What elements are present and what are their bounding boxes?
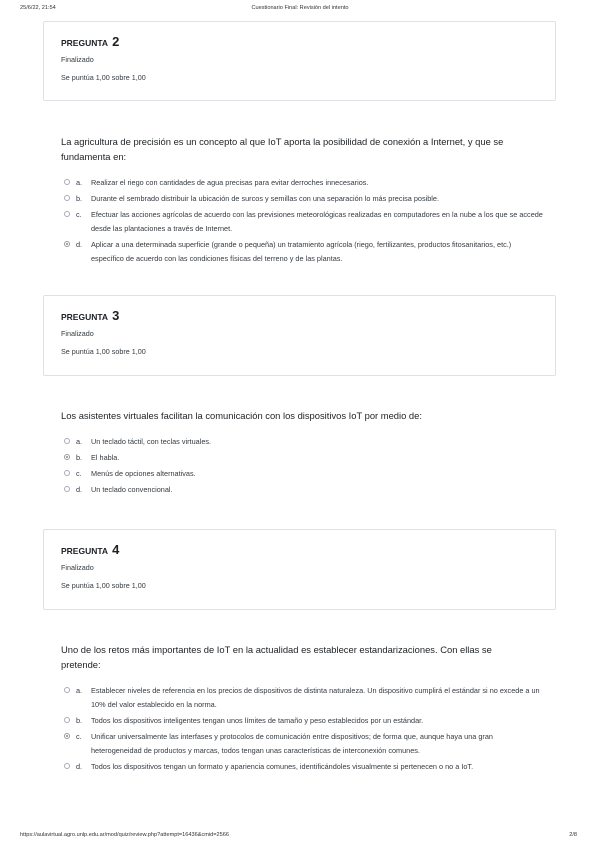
radio-button-icon[interactable]	[64, 717, 70, 723]
radio-button-icon[interactable]	[64, 486, 70, 492]
answer-option[interactable]	[64, 714, 544, 728]
question-text-3: Los asistentes virtuales facilitan la comunicación con los dispositivos IoT por medio de:	[61, 410, 422, 421]
question-title	[61, 308, 119, 323]
answer-option[interactable]	[64, 176, 544, 190]
radio-button-selected-icon[interactable]	[64, 241, 70, 247]
option-text: Durante el sembrado distribuir la ubicación de surcos y semillas con una separación lo más precisa posible.	[91, 194, 439, 203]
print-page-title: Cuestionario Final: Revisión del intento	[251, 5, 349, 11]
question-number: 3	[112, 308, 120, 323]
question-state: Finalizado	[61, 563, 94, 572]
radio-button-icon[interactable]	[64, 438, 70, 444]
answer-option[interactable]	[64, 208, 544, 236]
option-text: Un teclado táctil, con teclas virtuales.	[91, 437, 212, 446]
answer-option[interactable]	[64, 435, 544, 449]
option-letter: d.	[76, 762, 83, 771]
question-label: PREGUNTA	[61, 312, 108, 322]
question-title	[61, 34, 119, 49]
option-letter: d.	[76, 240, 83, 249]
answer-list-4	[64, 684, 544, 776]
question-label: PREGUNTA	[61, 546, 108, 556]
answer-option[interactable]	[64, 467, 544, 481]
question-text-2: La agricultura de precisión es un concepto al que IoT aporta la posibilidad de conexión a Internet, y que se fundamenta en:	[61, 136, 504, 162]
question-number: 4	[112, 542, 120, 557]
radio-button-icon[interactable]	[64, 470, 70, 476]
option-text: Un teclado convencional.	[91, 485, 173, 494]
question-title	[61, 542, 119, 557]
option-letter: b.	[76, 453, 83, 462]
answer-option[interactable]	[64, 192, 544, 206]
question-state: Finalizado	[61, 329, 94, 338]
answer-option[interactable]	[64, 238, 544, 266]
radio-button-icon[interactable]	[64, 179, 70, 185]
question-number: 2	[112, 34, 120, 49]
option-letter: b.	[76, 716, 83, 725]
option-text: Establecer niveles de referencia en los precios de dispositivos de distinta naturaleza. Un dispositivo cumplirá el estándar si no excede a un 10% del valor establecido en la norma.	[91, 686, 540, 709]
question-grade: Se puntúa 1,00 sobre 1,00	[61, 347, 146, 356]
option-text: El habla.	[91, 453, 120, 462]
answer-list-3	[64, 435, 544, 499]
answer-option[interactable]	[64, 684, 544, 712]
question-grade: Se puntúa 1,00 sobre 1,00	[61, 73, 146, 82]
answer-option[interactable]	[64, 451, 544, 465]
option-text: Todos los dispositivos inteligentes tengan unos límites de tamaño y peso establecidos por un estándar.	[91, 716, 424, 725]
option-letter: a.	[76, 437, 83, 446]
radio-button-icon[interactable]	[64, 763, 70, 769]
answer-option[interactable]	[64, 730, 544, 758]
option-letter: a.	[76, 178, 83, 187]
question-info-card-3	[43, 295, 556, 376]
radio-button-selected-icon[interactable]	[64, 454, 70, 460]
option-letter: a.	[76, 686, 83, 695]
option-text: Unificar universalmente las interfases y protocolos de comunicación entre dispositivos; de forma que, aunque haya una gran heterogeneidad de productos y marcas, todos tengan unas características de interconexión comunes.	[91, 732, 493, 755]
question-grade: Se puntúa 1,00 sobre 1,00	[61, 581, 146, 590]
question-info-card-2	[43, 21, 556, 101]
radio-button-icon[interactable]	[64, 211, 70, 217]
question-text-4: Uno de los retos más importantes de IoT en la actualidad es establecer estandarizaciones. Con ellas se pretende:	[61, 644, 492, 670]
question-info-card-4	[43, 529, 556, 610]
answer-option[interactable]	[64, 483, 544, 497]
radio-button-icon[interactable]	[64, 195, 70, 201]
option-letter: c.	[76, 732, 82, 741]
question-state: Finalizado	[61, 55, 94, 64]
answer-list-2	[64, 176, 544, 268]
print-url: https://aulavirtual.agro.unlp.edu.ar/mod/quiz/review.php?attempt=16436&cmid=2566	[20, 832, 229, 838]
radio-button-icon[interactable]	[64, 687, 70, 693]
radio-button-selected-icon[interactable]	[64, 733, 70, 739]
question-label: PREGUNTA	[61, 38, 108, 48]
option-text: Efectuar las acciones agrícolas de acuerdo con las previsiones meteorológicas realizadas en computadores en la nube a los que se accede desde las plantaciones a través de Internet.	[91, 210, 543, 233]
option-letter: c.	[76, 469, 82, 478]
option-letter: d.	[76, 485, 83, 494]
option-text: Todos los dispositivos tengan un formato y apariencia comunes, identificándoles visualmente si pertenecen o no a IoT.	[91, 762, 474, 771]
option-letter: c.	[76, 210, 82, 219]
option-text: Menús de opciones alternativas.	[91, 469, 196, 478]
option-text: Aplicar a una determinada superficie (grande o pequeña) un tratamiento agrícola (riego, fertilizantes, productos fitosanitarios, etc.) específico de acuerdo con las condiciones físicas del terreno y de las plantas.	[91, 240, 512, 263]
answer-option[interactable]	[64, 760, 544, 774]
print-page-number: 2/8	[569, 832, 577, 838]
option-text: Realizar el riego con cantidades de agua precisas para evitar derroches innecesarios.	[91, 178, 369, 187]
option-letter: b.	[76, 194, 83, 203]
print-datetime: 25/6/22, 21:54	[20, 5, 56, 11]
